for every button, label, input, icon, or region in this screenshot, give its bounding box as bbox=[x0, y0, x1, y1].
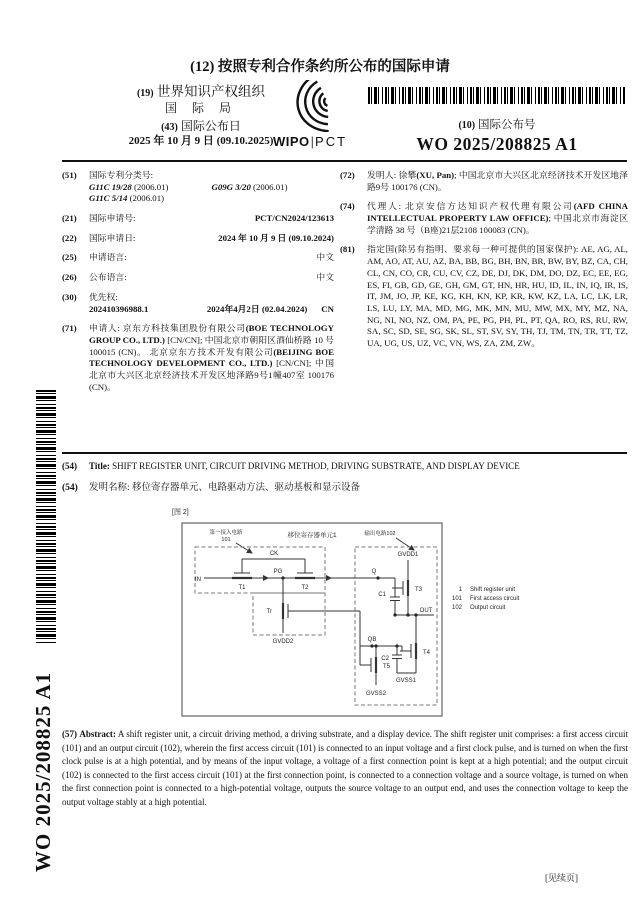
inid-10: (10) bbox=[458, 120, 476, 131]
node-gvdd1: GVDD1 bbox=[397, 552, 419, 558]
side-barcode bbox=[36, 390, 56, 643]
inid-74: (74) bbox=[340, 201, 355, 212]
inid-43: (43) bbox=[161, 121, 178, 133]
inid-19: (19) bbox=[136, 88, 154, 99]
transistor-t3 bbox=[392, 572, 408, 604]
inid-72: (72) bbox=[340, 170, 355, 180]
ipc-code: G11C 19/28 (2006.01) bbox=[89, 181, 169, 192]
tr-subcircuit-box bbox=[253, 593, 325, 635]
inventor-address: ; 中国北京市大兴区北京经济技术开发区地泽路9号 100176 (CN)。 bbox=[367, 170, 628, 192]
agent-name-en: (AFD CHINA INTELLECTUAL PROPERTY LAW OFFICE) bbox=[367, 201, 628, 224]
inventor-name-en: (XU, Pan) bbox=[416, 170, 455, 180]
node-ck: CK bbox=[269, 551, 279, 557]
field-inventor bbox=[340, 170, 628, 193]
label-t2: T2 bbox=[301, 585, 309, 591]
priority-date: 2024年4月2日 (02.04.2024) bbox=[206, 303, 308, 314]
abstract-text: A shift register unit, a circuit driving method, a driving substrate, and a display device. The shift register unit comprises: a first access circuit (101) and an output circuit (102), wherein the first access circuit (101) is connected to an input voltage and a first clock pulse, and is turned on when the first clock pulse is at a high potential, and by means of the input voltage, a voltage of a first connection point is kept at a high potential; and the output circuit (102) is connected to the first access circuit (101) at the first connection point, is connected to a connection voltage and a source voltage, is turned on when the first connection point is connected to a high-potential voltage, outputs the source voltage to an output end, and uses the connection voltage to keep the output voltage stably at a high potential. bbox=[62, 729, 629, 807]
inid-22: (22) bbox=[62, 232, 77, 243]
field-application-number bbox=[62, 213, 334, 225]
inid-57: (57) bbox=[62, 729, 77, 739]
label-t4: T4 bbox=[423, 650, 431, 656]
biblio-right-column bbox=[340, 170, 628, 358]
transistor-t1 bbox=[224, 559, 260, 578]
node-out: OUT bbox=[419, 608, 433, 614]
node-pg: PG bbox=[273, 569, 283, 575]
ipc-codes bbox=[89, 182, 334, 205]
node-gvss2: GVSS2 bbox=[365, 691, 387, 697]
applicant-label: 申请人: bbox=[89, 323, 123, 334]
inid-51: (51) bbox=[62, 170, 77, 180]
field-filing-language bbox=[62, 252, 334, 264]
node-gvdd2: GVDD2 bbox=[272, 639, 294, 645]
wipo-logo-block bbox=[266, 80, 354, 149]
ipc-code: G11C 5/14 (2006.01) bbox=[89, 193, 165, 204]
priority-country: CN bbox=[321, 303, 334, 314]
node-q: Q bbox=[371, 569, 377, 575]
pct-wordmark: PCT bbox=[315, 134, 348, 149]
application-date: 2024 年 10 月 9 日 (09.10.2024) bbox=[218, 232, 334, 243]
pub-number-label: 国际公布号 bbox=[478, 119, 536, 131]
svg-text:102: 102 bbox=[451, 605, 462, 611]
ipc-label: 国际专利分类号: bbox=[89, 170, 154, 180]
org-name: 世界知识产权组织 bbox=[157, 84, 266, 99]
inventor-label: 发明人: bbox=[367, 170, 399, 180]
field-applicant bbox=[62, 323, 334, 393]
label-t3: T3 bbox=[415, 587, 423, 593]
application-number: PCT/CN2024/123613 bbox=[254, 213, 334, 224]
transistor-t5 bbox=[360, 649, 376, 681]
title-english-label: Title: bbox=[89, 461, 110, 471]
inid-25: (25) bbox=[62, 252, 77, 263]
inid-54-cn: (54) bbox=[62, 483, 78, 493]
cap-c2: C2 bbox=[381, 656, 389, 662]
title-chinese: 移位寄存器单元、电路驱动方法、驱动基板和显示设备 bbox=[132, 483, 361, 493]
pct-header-line: (12) 按照专利合作条约所公布的国际申请 bbox=[190, 59, 450, 75]
agent-label: 代理人: bbox=[367, 201, 406, 212]
output-circuit-label: 输出电路102 bbox=[364, 531, 396, 537]
field-designated-states bbox=[340, 244, 628, 349]
cap-c1: C1 bbox=[378, 592, 386, 598]
header-divider bbox=[62, 160, 627, 162]
field-priority bbox=[62, 292, 334, 315]
label-t5: T5 bbox=[383, 664, 391, 670]
first-access-circuit-num: 101 bbox=[221, 537, 231, 543]
inid-71: (71) bbox=[62, 323, 77, 334]
shift-register-unit-label: 移位寄存器单元1 bbox=[287, 532, 337, 539]
pub-date-value: 2025 年 10 月 9 日 (09.10.2025) bbox=[128, 135, 274, 148]
publication-language: 中文 bbox=[316, 272, 334, 283]
designated-states-list: AE, AG, AL, AM, AO, AT, AU, AZ, BA, BB, BG, BH, BN, BR, BW, BY, BZ, CA, CH, CL, CN, CO, CR, CU, CV, CZ, DE, DJ, DK, DM, DO, DZ, EC, EE, EG, ES, FI, GB, GD, GE, GH, GM, GT, HN, HR, HU, ID, IL, IN, IQ, IR, IS, IT, JM, JO, JP, KE, KG, KH, KN, KP, KR, KW, KZ, LA, LC, LK, LR, LS, LU, LY, MA, MD, MG, MK, MN, MU, MW, MX, MY, MZ, NA, NG, NI, NO, NZ, OM, PA, PE, PG, PH, PL, PT, QA, RO, RS, RU, RW, SA, SC, SD, SE, SG, SK, SL, ST, SV, SY, TH, TJ, TM, TN, TR, TT, TZ, UA, UG, US, UZ, VC, VN, WS, ZA, ZM, ZW。 bbox=[367, 244, 628, 348]
field-publication-language bbox=[62, 272, 334, 284]
top-barcode bbox=[368, 87, 626, 104]
filing-language-label: 申请语言: bbox=[89, 252, 127, 263]
abstract-label: Abstract: bbox=[79, 729, 116, 739]
inid-26: (26) bbox=[62, 272, 77, 283]
transistor-t2 bbox=[287, 559, 323, 578]
org-bureau: 国 际 局 bbox=[164, 100, 237, 115]
wordmark-separator: | bbox=[310, 134, 315, 149]
filing-language: 中文 bbox=[316, 252, 334, 263]
inventor-name: 徐攀 bbox=[398, 170, 417, 180]
label-t1: T1 bbox=[238, 585, 246, 591]
node-qb: QB bbox=[367, 637, 377, 643]
node-gvss1: GVSS1 bbox=[395, 678, 417, 684]
title-chinese-label: 发明名称: bbox=[89, 483, 130, 493]
publication-language-label: 公布语言: bbox=[89, 272, 127, 283]
inid-81: (81) bbox=[340, 244, 355, 255]
inid-21: (21) bbox=[62, 213, 77, 224]
svg-text:1: 1 bbox=[458, 587, 462, 593]
node-in: IN bbox=[195, 577, 201, 583]
priority-entry bbox=[89, 304, 334, 316]
title-divider bbox=[62, 452, 627, 454]
svg-text:Shift register unit: Shift register unit bbox=[470, 587, 516, 593]
side-publication-number: WO 2025/208825 A1 bbox=[31, 671, 55, 873]
wipo-wordmark: WIPO bbox=[272, 134, 310, 149]
figure-number-label: [图 2] bbox=[172, 509, 189, 516]
abstract-block bbox=[62, 728, 628, 809]
svg-text:101: 101 bbox=[451, 596, 462, 602]
application-number-label: 国际申请号: bbox=[89, 213, 136, 224]
title-english: SHIFT REGISTER UNIT, CIRCUIT DRIVING METHOD, DRIVING SUBSTRATE, AND DISPLAY DEVICE bbox=[112, 461, 520, 471]
publication-number-block bbox=[368, 87, 626, 155]
label-tr: Tr bbox=[266, 609, 272, 615]
agent-address: ; 中国北京市海淀区学清路 38 号（B座)21层2108 100083 (CN)。 bbox=[367, 213, 628, 235]
field-ipc bbox=[62, 170, 334, 205]
transistor-t4 bbox=[400, 635, 416, 667]
continuation-note: [见续页] bbox=[545, 873, 578, 883]
figure-2-drawing bbox=[150, 503, 610, 728]
priority-number: 202410396988.1 bbox=[89, 303, 149, 314]
field-application-date bbox=[62, 233, 334, 245]
designated-states-intro: 指定国(除另有指明、要求每一种可提供的国家保护): bbox=[367, 244, 581, 255]
wipo-globe-icon bbox=[278, 80, 342, 132]
field-agent bbox=[340, 201, 628, 236]
pub-date-label: 国际公布日 bbox=[180, 118, 241, 133]
applicant-2: 北京京东方技术开发有限公司(BEIJING BOE TECHNOLOGY DEVELOPMENT CO., LTD.) [CN/CN]; 中国北京市大兴区北京经济技术开发区地泽路9号1幢407室 100176 (CN)。 bbox=[89, 346, 334, 392]
left-label-leader bbox=[236, 543, 252, 553]
title-chinese-row bbox=[62, 482, 628, 494]
svg-text:Output circuit: Output circuit bbox=[470, 605, 506, 611]
application-date-label: 国际申请日: bbox=[89, 232, 136, 243]
transistor-tr bbox=[283, 595, 299, 627]
inid-54-en: (54) bbox=[62, 461, 77, 471]
biblio-left-column bbox=[62, 170, 334, 401]
svg-text:First access circuit: First access circuit bbox=[470, 596, 520, 602]
publication-number: WO 2025/208825 A1 bbox=[416, 134, 578, 154]
applicant-1: 京东方科技集团股份有限公司(BOE TECHNOLOGY GROUP CO., LTD.) [CN/CN]; 中国北京市朝阳区酒仙桥路 10 号 100015 (CN)。 bbox=[89, 323, 334, 357]
priority-label: 优先权: bbox=[89, 291, 118, 302]
ipc-code: G09G 3/20 (2006.01) bbox=[211, 181, 288, 192]
wipo-pct-wordmark bbox=[266, 134, 354, 149]
title-english-row bbox=[62, 461, 628, 473]
inid-30: (30) bbox=[62, 291, 77, 302]
first-access-circuit-label: 第一接入电路 bbox=[209, 530, 243, 536]
figure-legend bbox=[452, 587, 520, 611]
right-label-leader bbox=[396, 538, 414, 550]
pub-number-label-line bbox=[368, 116, 626, 132]
agent-name: 北京安信方达知识产权代理有限公司 bbox=[405, 201, 574, 212]
